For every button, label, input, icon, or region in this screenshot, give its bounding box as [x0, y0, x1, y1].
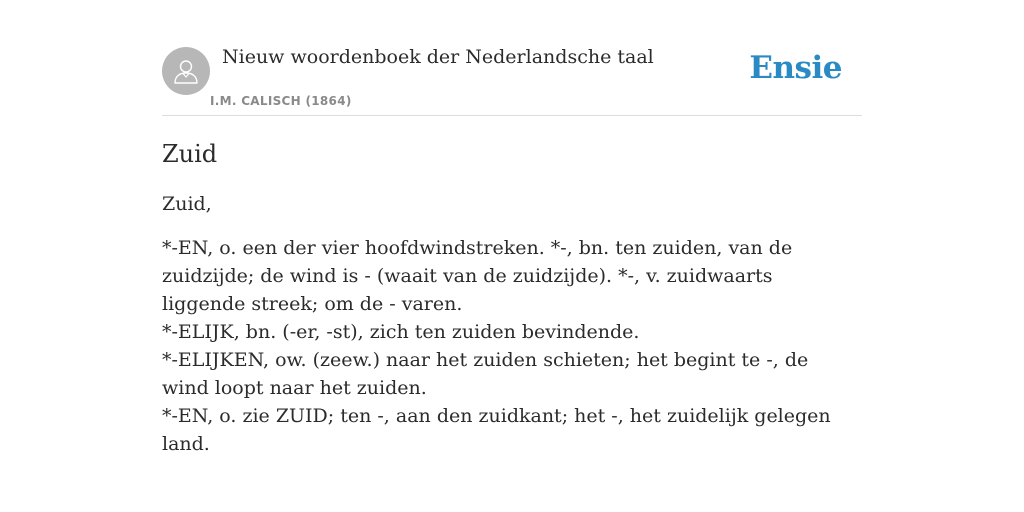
entry-title: Zuid	[162, 140, 218, 168]
header	[162, 44, 862, 116]
author-name[interactable]: I.M. CALISCH (1864)	[210, 94, 352, 108]
user-icon	[172, 57, 200, 85]
entry-line: *-ELIJK, bn. (-er, -st), zich ten zuiden bevindende.	[162, 321, 640, 343]
entry-line: *-EN, o. een der vier hoofdwindstreken. *-, bn. ten zuiden, van de zuidzijde; de wind is - (waait van de zuidzijde). *-, v. zuidwaarts liggende streek; om de - varen.	[162, 237, 793, 315]
brand-logo[interactable]: Ensie	[749, 50, 842, 86]
entry-content	[162, 138, 852, 458]
entry-body	[162, 234, 852, 458]
entry-line: *-EN, o. zie ZUID; ten -, aan den zuidkant; het -, het zuidelijk gelegen land.	[162, 405, 831, 455]
book-title[interactable]: Nieuw woordenboek der Nederlandsche taal	[222, 46, 654, 68]
entry-lemma: Zuid,	[162, 193, 212, 215]
entry-line: *-ELIJKEN, ow. (zeew.) naar het zuiden schieten; het begint te -, de wind loopt naar het zuiden.	[162, 349, 809, 399]
author-avatar[interactable]	[162, 47, 210, 95]
